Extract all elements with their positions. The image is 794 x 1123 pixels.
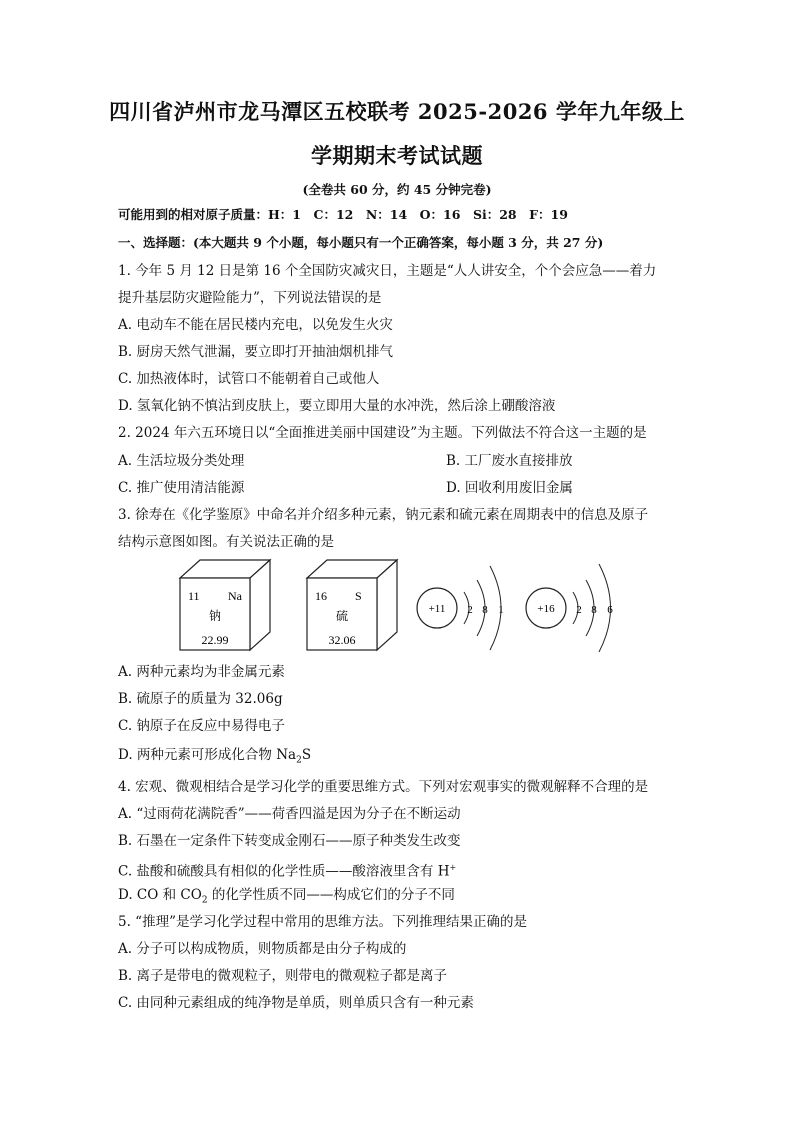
s-atom-diagram — [526, 564, 613, 652]
q3-formula-sub: 2 — [296, 755, 302, 766]
q3-option-a: A. 两种元素均为非金属元素 — [118, 664, 285, 680]
q3-option-d-text: D. 两种元素可形成化合物 — [118, 747, 277, 763]
q4-option-d-part1: D. CO 和 CO — [118, 887, 202, 903]
q4-option-d — [118, 885, 455, 911]
q4-option-d-part2: 的化学性质不同——构成它们的分子不同 — [207, 887, 455, 903]
s-atomic-number: 16 — [315, 589, 327, 603]
q2-option-d: D. 回收利用废旧金属 — [446, 480, 573, 496]
na-nucleus: +11 — [428, 603, 446, 615]
na-element-cell — [180, 560, 270, 650]
s-nucleus: +16 — [537, 603, 555, 615]
q3-option-d — [118, 745, 311, 771]
s-shell-3: 6 — [607, 604, 613, 616]
na-shell-3: 1 — [498, 604, 504, 616]
na-name: 钠 — [208, 609, 222, 623]
na-atom-diagram — [417, 566, 504, 650]
q4-option-d-sub: 2 — [201, 895, 208, 906]
na-atomic-number: 11 — [188, 589, 200, 603]
q3-formula-na: Na — [276, 747, 297, 763]
s-shell-2: 8 — [591, 604, 597, 616]
q4-stem: 4. 宏观、微观相结合是学习化学的重要思维方式。下列对宏观事实的微观解释不合理的是 — [118, 779, 649, 795]
s-name: 硫 — [335, 609, 349, 623]
na-shell-1: 2 — [467, 604, 473, 616]
q4-option-b: B. 石墨在一定条件下转变成金刚石——原子种类发生改变 — [118, 833, 461, 849]
q4-option-c-text: C. 盐酸和硫酸具有相似的化学性质——酸溶液里含有 H — [118, 863, 450, 880]
q3-option-b: B. 硫原子的质量为 32.06g — [118, 691, 283, 707]
q4-option-a: A. “过雨荷花满院香”——荷香四溢是因为分子在不断运动 — [118, 806, 461, 822]
atomic-masses: 可能用到的相对原子质量：H：1 C：12 N：14 O：16 Si：28 F：19 — [118, 207, 568, 222]
q1-option-a: A. 电动车不能在居民楼内充电，以免发生火灾 — [118, 317, 393, 333]
s-element-cell — [307, 560, 397, 650]
s-shell-1: 2 — [576, 604, 582, 616]
exam-title-line1: 四川省泸州市龙马潭区五校联考 2025-2026 学年九年级上 — [109, 99, 685, 124]
exam-title-line2: 学期期末考试试题 — [311, 143, 483, 168]
q3-formula-s: S — [301, 747, 312, 763]
section-heading: 一、选择题：(本大题共 9 个小题，每小题只有一个正确答案，每小题 3 分，共 27 分) — [118, 235, 604, 250]
q2-option-a: A. 生活垃圾分类处理 — [118, 453, 245, 469]
q5-option-a: A. 分子可以构成物质，则物质都是由分子构成的 — [118, 941, 407, 957]
s-mass: 32.06 — [328, 633, 356, 647]
q1-stem-line2: 提升基层防灾避险能力”，下列说法错误的是 — [118, 290, 382, 306]
na-mass: 22.99 — [201, 633, 229, 647]
q5-option-c: C. 由同种元素组成的纯净物是单质，则单质只含有一种元素 — [118, 995, 474, 1011]
q2-option-c: C. 推广使用清洁能源 — [118, 480, 245, 496]
exam-info: (全卷共 60 分，约 45 分钟完卷) — [302, 182, 492, 197]
q1-stem-line1: 1. 今年 5 月 12 日是第 16 个全国防灾减灾日，主题是“人人讲安全，个个会应急——着力 — [118, 263, 657, 279]
na-symbol: Na — [228, 589, 242, 603]
q5-option-b: B. 离子是带电的微观粒子，则带电的微观粒子都是离子 — [118, 968, 448, 984]
q2-stem: 2. 2024 年六五环境日以“全面推进美丽中国建设”为主题。下列做法不符合这一主题的是 — [118, 425, 647, 441]
q3-figure — [160, 558, 630, 658]
na-shell-2: 8 — [482, 604, 488, 616]
q4-option-c — [118, 858, 456, 882]
q1-option-c: C. 加热液体时，试管口不能朝着自己或他人 — [118, 371, 380, 387]
q5-stem: 5. “推理”是学习化学过程中常用的思维方法。下列推理结果正确的是 — [118, 914, 527, 930]
q3-option-c: C. 钠原子在反应中易得电子 — [118, 718, 285, 734]
q3-stem-line2: 结构示意图如图。有关说法正确的是 — [118, 534, 334, 550]
q2-option-b: B. 工厂废水直接排放 — [446, 453, 573, 469]
q3-stem-line1: 3. 徐寿在《化学鉴原》中命名并介绍多种元素，钠元素和硫元素在周期表中的信息及原子 — [118, 507, 649, 523]
q4-option-c-sup: + — [449, 863, 457, 872]
q1-option-b: B. 厨房天然气泄漏，要立即打开抽油烟机排气 — [118, 344, 394, 360]
s-symbol: S — [355, 589, 362, 603]
q1-option-d: D. 氢氧化钠不慎沾到皮肤上，要立即用大量的水冲洗，然后涂上硼酸溶液 — [118, 398, 556, 414]
